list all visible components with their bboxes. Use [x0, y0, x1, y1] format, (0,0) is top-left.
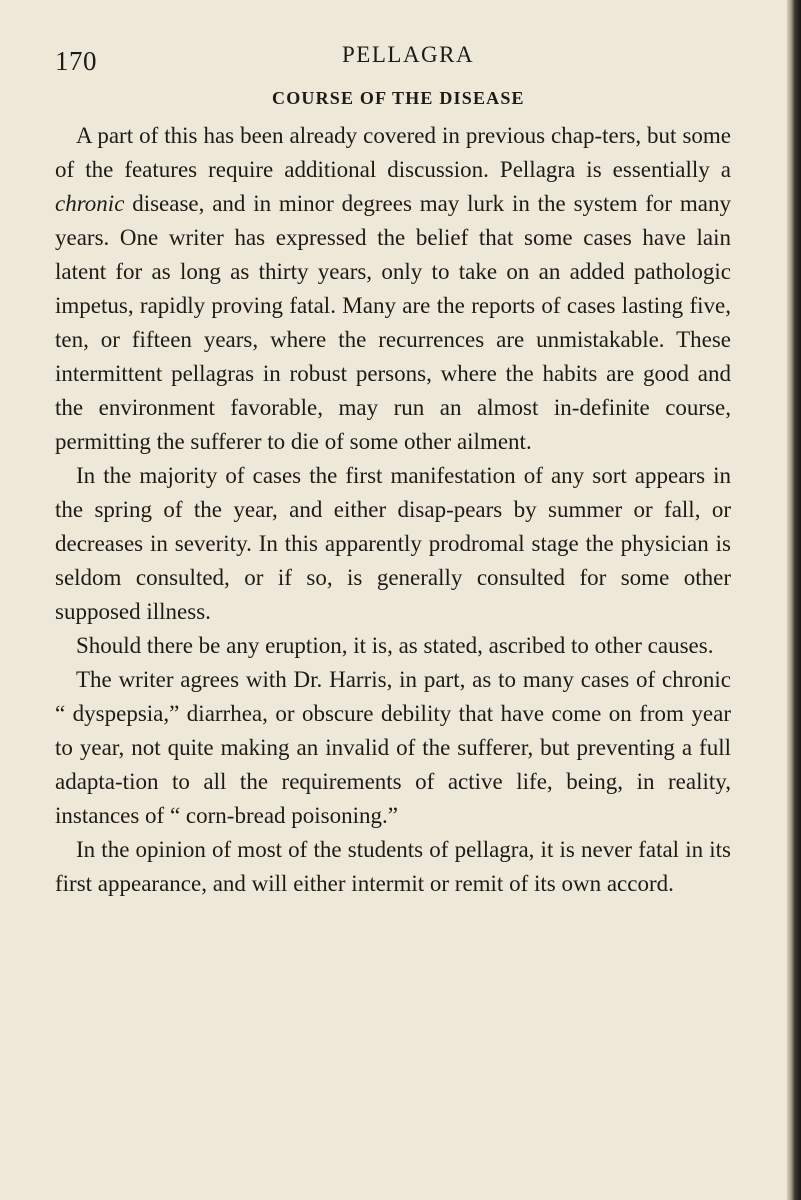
page-header [0, 38, 801, 78]
page-edge-shadow [787, 0, 801, 1200]
paragraph-2: In the majority of cases the first manifestation of any sort appears in the spring of the year, and either disap-pears by summer or fall, or decreases in severity. In this apparently prodromal stage the physician is seldom consulted, or if so, is generally consulted for some other supposed illness. [55, 463, 731, 624]
paragraph-4: The writer agrees with Dr. Harris, in part, as to many cases of chronic “ dyspepsia,” diarrhea, or obscure debility that have come on from year to year, not quite making an invalid of the sufferer, but preventing a full adapta-tion to all the requirements of active life, being, in reality, instances of “ corn-bread poisoning.” [55, 667, 731, 828]
paragraph-3: Should there be any eruption, it is, as stated, ascribed to other causes. [76, 633, 714, 658]
body-text [55, 119, 731, 901]
paragraph-1-text-end: disease, and in minor degrees may lurk in the system for many years. One writer has expressed the belief that some cases have lain latent for as long as thirty years, only to take on an added pathologic impetus, rapidly proving fatal. Many are the reports of cases lasting five, ten, or fifteen years, where the recurrences are unmistakable. These intermittent pellagras in robust persons, where the habits are good and the environment favorable, may run an almost in-definite course, permitting the sufferer to die of some other ailment. [55, 191, 731, 454]
paragraph-1-emphasis: chronic [55, 191, 125, 216]
paragraph-5: In the opinion of most of the students of pellagra, it is never fatal in its first appearance, and will either intermit or remit of its own accord. [55, 837, 731, 896]
section-title: COURSE OF THE DISEASE [272, 88, 525, 108]
running-head: PELLAGRA [342, 42, 475, 67]
paragraph-1 [55, 119, 731, 459]
page-number: 170 [55, 46, 97, 76]
paragraph-1-text-start: A part of this has been already covered in previous chap-ters, but some of the features require additional discussion. Pellagra is essentially a [55, 123, 731, 182]
